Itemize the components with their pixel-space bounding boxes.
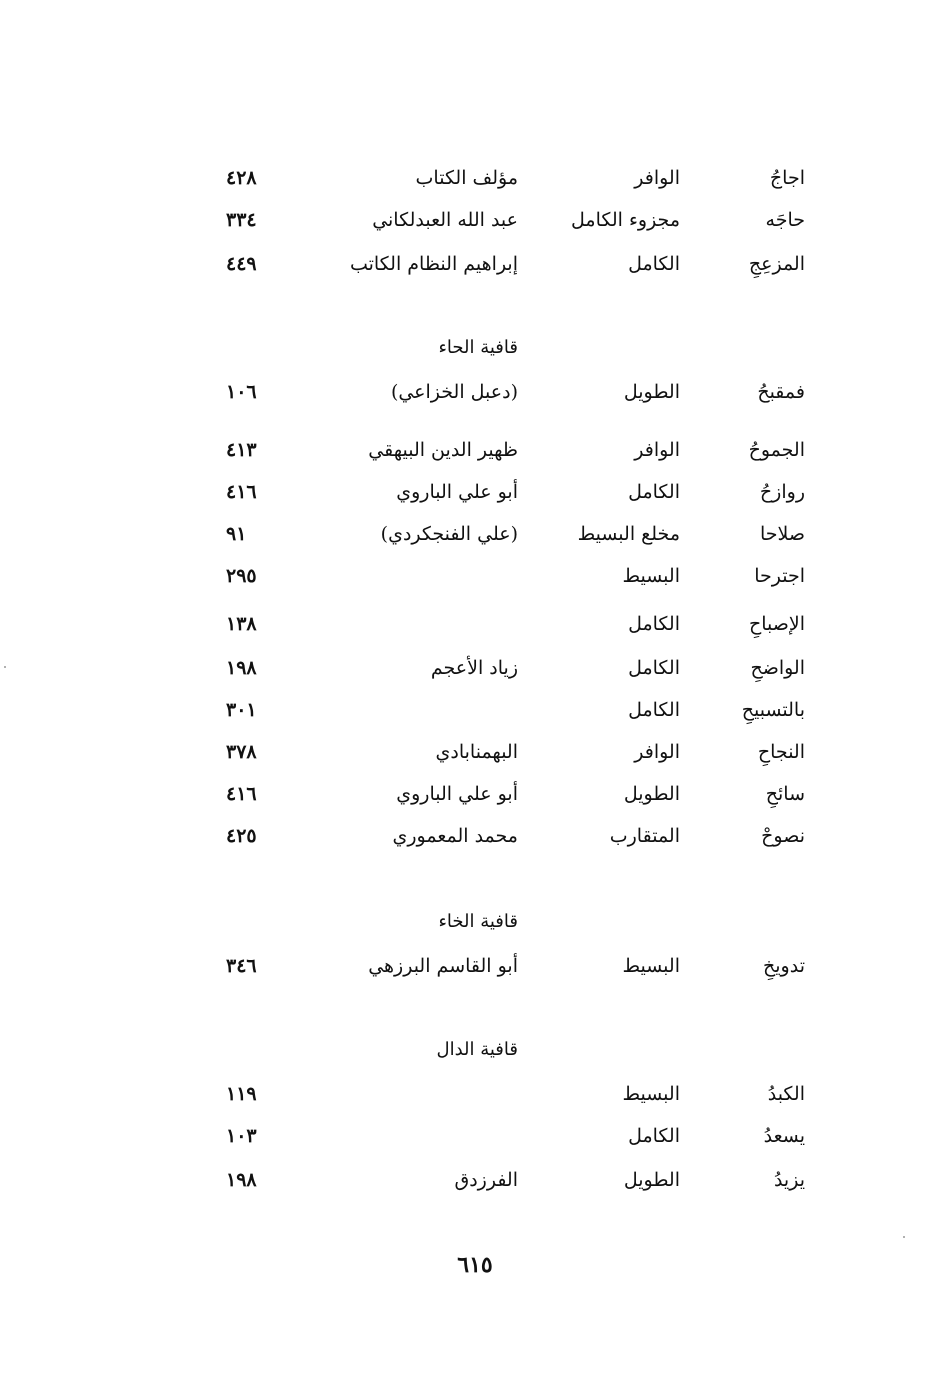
poet-name: (علي الفنجكردي) bbox=[380, 523, 518, 545]
section-title: قافية الخاء bbox=[438, 911, 518, 932]
poet-name: زياد الأعجم bbox=[430, 657, 518, 679]
page-ref: ١٠٣ bbox=[226, 1125, 257, 1147]
rhyme-word: صلاحا bbox=[759, 523, 805, 545]
index-row bbox=[0, 1162, 950, 1198]
page-ref: ١١٩ bbox=[226, 1083, 257, 1105]
poet-name: ظهير الدين البيهقي bbox=[368, 439, 518, 461]
index-row bbox=[0, 692, 950, 728]
index-row bbox=[0, 432, 950, 468]
rhyme-word: تدويخِ bbox=[763, 955, 805, 977]
meter-name: مجزوء الكامل bbox=[571, 209, 680, 231]
meter-name: الكامل bbox=[628, 613, 680, 635]
index-row bbox=[0, 374, 950, 410]
poet-name: البهمنابادي bbox=[435, 741, 518, 763]
index-row bbox=[0, 818, 950, 854]
rhyme-word: الجموحُ bbox=[748, 439, 805, 461]
page-ref: ٤١٦ bbox=[226, 481, 257, 503]
page-number: ٦١٥ bbox=[457, 1252, 493, 1278]
index-row bbox=[0, 474, 950, 510]
meter-name: الكامل bbox=[628, 699, 680, 721]
page-ref: ٢٩٥ bbox=[226, 565, 257, 587]
rhyme-word: الواضحِ bbox=[750, 657, 805, 679]
page-ref: ٤٢٥ bbox=[226, 825, 257, 847]
rhyme-word: المزعِجِ bbox=[748, 253, 805, 275]
section-heading bbox=[0, 904, 950, 940]
scan-speck bbox=[4, 666, 6, 668]
poet-name: عبد الله العبدلكاني bbox=[372, 209, 518, 231]
page-ref: ٤١٣ bbox=[226, 439, 257, 461]
meter-name: الكامل bbox=[628, 481, 680, 503]
poet-name: إبراهيم النظام الكاتب bbox=[349, 253, 518, 275]
index-row bbox=[0, 606, 950, 642]
rhyme-word: يزيدُ bbox=[773, 1169, 805, 1191]
meter-name: الطويل bbox=[623, 381, 680, 403]
index-row bbox=[0, 246, 950, 282]
rhyme-word: روازحُ bbox=[759, 481, 805, 503]
page-ref: ١٩٨ bbox=[226, 1169, 257, 1191]
scan-speck bbox=[903, 1236, 905, 1238]
page-ref: ١٩٨ bbox=[226, 657, 257, 679]
rhyme-word: نصوحْ bbox=[761, 825, 805, 847]
rhyme-word: الإصباحِ bbox=[748, 613, 805, 635]
index-row bbox=[0, 776, 950, 812]
page-ref: ١٣٨ bbox=[226, 613, 257, 635]
poet-name: مؤلف الكتاب bbox=[415, 167, 518, 189]
index-row bbox=[0, 1076, 950, 1112]
poet-name: أبو القاسم البرزهي bbox=[368, 955, 518, 977]
page-ref: ٣٤٦ bbox=[226, 955, 257, 977]
index-row bbox=[0, 948, 950, 984]
meter-name: الكامل bbox=[628, 1125, 680, 1147]
index-row bbox=[0, 516, 950, 552]
rhyme-word: اجترحا bbox=[754, 565, 805, 587]
page-ref: ٣٣٤ bbox=[226, 209, 257, 231]
rhyme-word: بالتسبيحِ bbox=[741, 699, 805, 721]
index-row bbox=[0, 650, 950, 686]
page-ref: ٤١٦ bbox=[226, 783, 257, 805]
rhyme-word: حاجَه bbox=[765, 209, 805, 231]
section-heading bbox=[0, 330, 950, 366]
meter-name: الكامل bbox=[628, 657, 680, 679]
index-row bbox=[0, 558, 950, 594]
meter-name: مخلع البسيط bbox=[577, 523, 680, 545]
index-row bbox=[0, 160, 950, 196]
rhyme-word: سائحِ bbox=[765, 783, 805, 805]
poet-name: أبو علي الباروي bbox=[396, 783, 518, 805]
meter-name: الطويل bbox=[623, 783, 680, 805]
meter-name: الكامل bbox=[628, 253, 680, 275]
page-ref: ٣٠١ bbox=[226, 699, 257, 721]
page-ref: ٤٢٨ bbox=[226, 167, 257, 189]
meter-name: الوافر bbox=[634, 167, 680, 189]
meter-name: البسيط bbox=[622, 955, 680, 977]
poet-name: الفرزدق bbox=[454, 1169, 518, 1191]
index-row bbox=[0, 202, 950, 238]
poet-name: أبو علي الباروي bbox=[396, 481, 518, 503]
poet-name: محمد المعموري bbox=[392, 825, 518, 847]
page-ref: ١٠٦ bbox=[226, 381, 257, 403]
meter-name: المتقارب bbox=[609, 825, 680, 847]
rhyme-word: يسعدُ bbox=[763, 1125, 805, 1147]
index-row bbox=[0, 734, 950, 770]
meter-name: الوافر bbox=[634, 741, 680, 763]
rhyme-word: النجاحِ bbox=[757, 741, 805, 763]
meter-name: الطويل bbox=[623, 1169, 680, 1191]
meter-name: البسيط bbox=[622, 565, 680, 587]
section-title: قافية الدال bbox=[436, 1039, 518, 1060]
index-row bbox=[0, 1118, 950, 1154]
page-ref: ٤٤٩ bbox=[226, 253, 257, 275]
section-heading bbox=[0, 1032, 950, 1068]
rhyme-word: الكبدُ bbox=[767, 1083, 805, 1105]
meter-name: الوافر bbox=[634, 439, 680, 461]
rhyme-word: اجاجُ bbox=[769, 167, 805, 189]
meter-name: البسيط bbox=[622, 1083, 680, 1105]
section-title: قافية الحاء bbox=[438, 337, 518, 358]
page-ref: ٣٧٨ bbox=[226, 741, 257, 763]
page-ref: ٩١ bbox=[226, 523, 247, 545]
rhyme-word: فمقبحُ bbox=[757, 381, 805, 403]
poet-name: (دعبل الخزاعي) bbox=[390, 381, 518, 403]
